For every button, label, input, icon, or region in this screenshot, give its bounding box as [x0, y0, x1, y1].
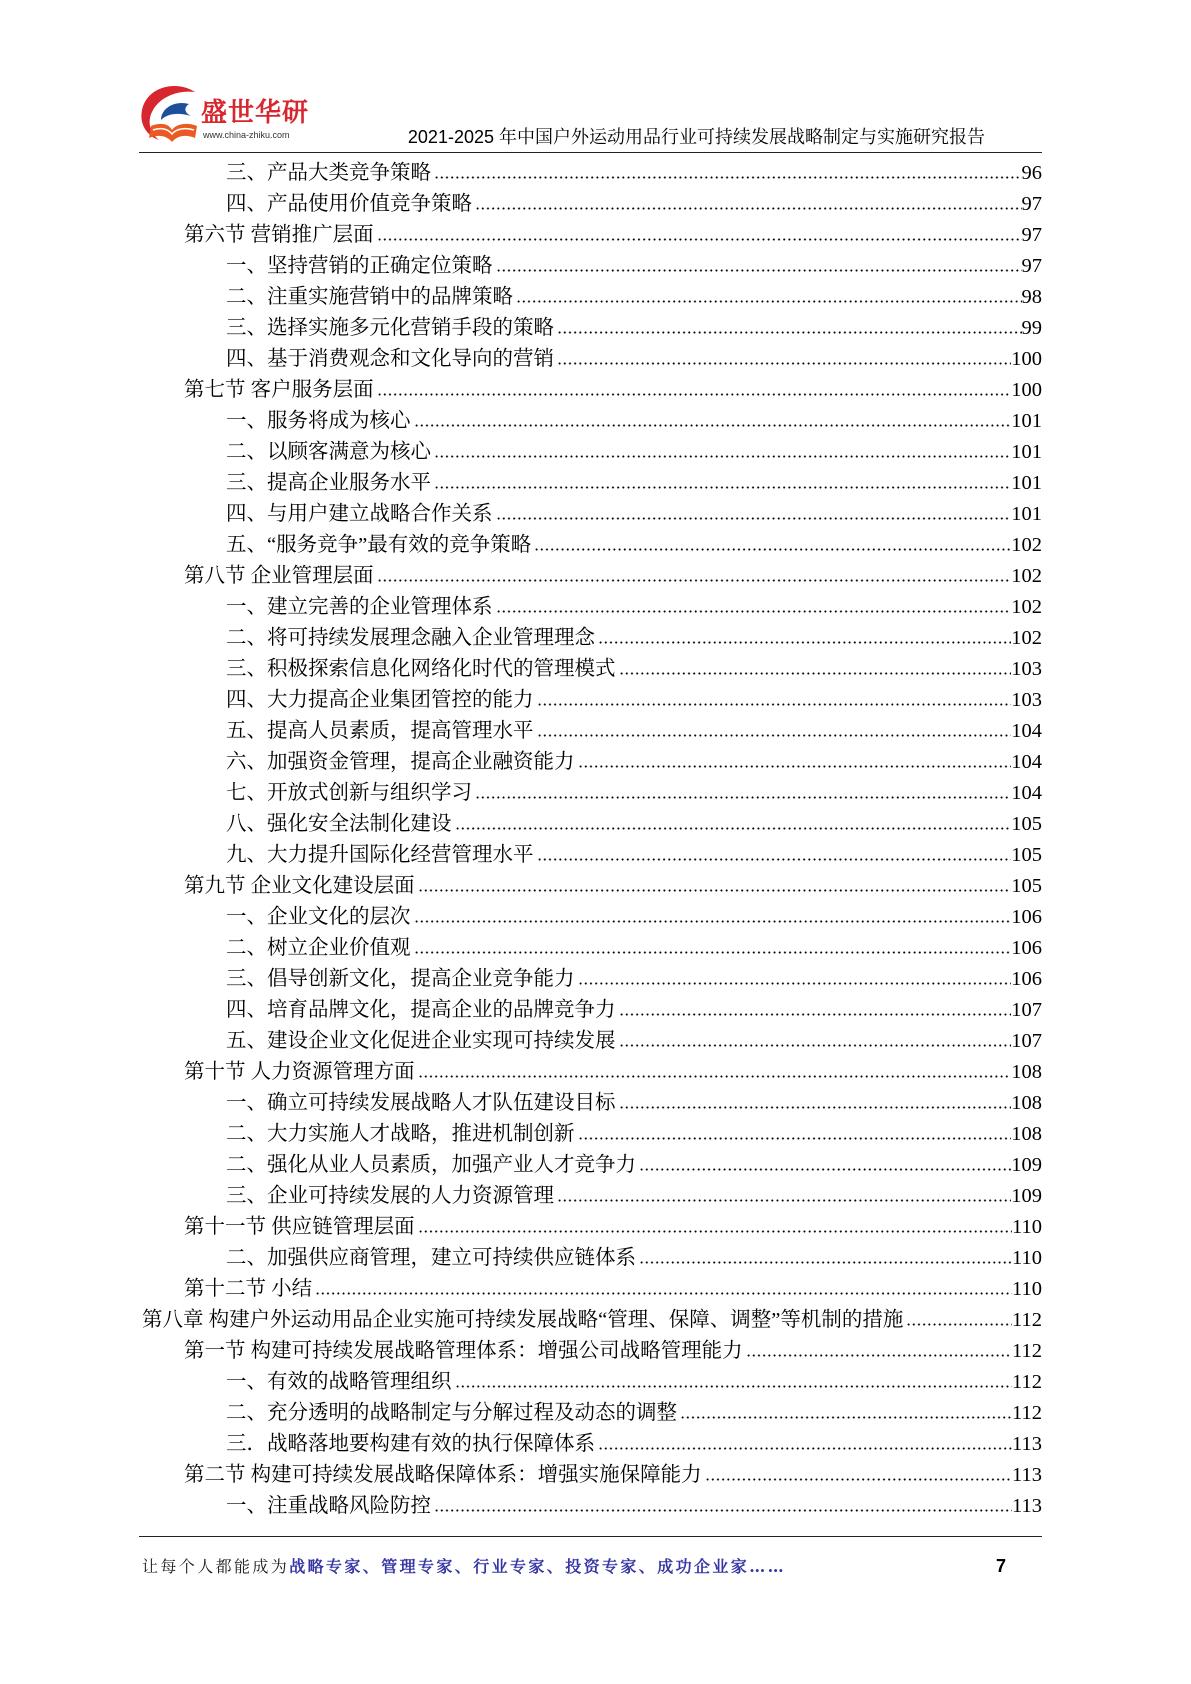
table-of-contents: [142, 158, 1042, 1522]
toc-entry-page: 112: [1012, 1402, 1042, 1424]
toc-entry-title: 一、注重战略风险防控: [226, 1495, 431, 1517]
toc-entry-page: 104: [1011, 782, 1042, 804]
toc-entry-page: 101: [1011, 472, 1042, 494]
toc-entry-title: 三．战略落地要构建有效的执行保障体系: [226, 1433, 595, 1455]
toc-entry-page: 102: [1011, 627, 1042, 649]
dot-leader: [557, 362, 1011, 365]
report-title: 2021-2025 年中国户外运动用品行业可持续发展战略制定与实施研究报告: [407, 127, 985, 147]
toc-entry-page: 103: [1011, 658, 1042, 680]
toc-entry-page: 105: [1011, 813, 1042, 835]
dot-leader: [619, 1013, 1012, 1016]
dot-leader: [377, 393, 1012, 396]
page-number: 7: [996, 1556, 1007, 1576]
toc-subsection-entry[interactable]: [142, 685, 1042, 716]
dot-leader: [496, 517, 1012, 520]
toc-subsection-entry[interactable]: [142, 1367, 1042, 1398]
toc-entry-title: 三、提高企业服务水平: [226, 472, 431, 494]
dot-leader: [537, 703, 1012, 706]
toc-section-entry[interactable]: [142, 375, 1042, 406]
toc-entry-title: 四、产品使用价值竞争策略: [226, 193, 472, 215]
dot-leader: [414, 920, 1012, 923]
dot-leader: [598, 1447, 1012, 1450]
toc-entry-page: 113: [1012, 1433, 1042, 1455]
dot-leader: [475, 796, 1011, 799]
toc-section-entry[interactable]: [142, 1460, 1042, 1491]
toc-subsection-entry[interactable]: [142, 747, 1042, 778]
dot-leader: [455, 1385, 1013, 1388]
dot-leader: [639, 1261, 1012, 1264]
toc-subsection-entry[interactable]: [142, 1243, 1042, 1274]
toc-entry-page: 113: [1012, 1495, 1042, 1517]
toc-subsection-entry[interactable]: [142, 1119, 1042, 1150]
toc-entry-title: 一、建立完善的企业管理体系: [226, 596, 493, 618]
toc-subsection-entry[interactable]: [142, 1491, 1042, 1522]
toc-section-entry[interactable]: [142, 1274, 1042, 1305]
toc-entry-title: 二、树立企业价值观: [226, 937, 411, 959]
dot-leader: [906, 1323, 1012, 1326]
toc-subsection-entry[interactable]: [142, 716, 1042, 747]
toc-section-entry[interactable]: [142, 561, 1042, 592]
dot-leader: [496, 610, 1012, 613]
toc-subsection-entry[interactable]: [142, 158, 1042, 189]
dot-leader: [377, 579, 1012, 582]
toc-entry-title: 六、加强资金管理，提高企业融资能力: [226, 751, 575, 773]
dot-leader: [746, 1354, 1012, 1357]
toc-entry-title: 七、开放式创新与组织学习: [226, 782, 472, 804]
toc-subsection-entry[interactable]: [142, 406, 1042, 437]
dot-leader: [598, 641, 1011, 644]
toc-entry-title: 二、充分透明的战略制定与分解过程及动态的调整: [226, 1402, 677, 1424]
toc-entry-title: 第十节 人力资源管理方面: [184, 1061, 415, 1083]
toc-entry-title: 九、大力提升国际化经营管理水平: [226, 844, 534, 866]
slogan-highlight: 战略专家、管理专家、行业专家、投资专家、成功企业家……: [289, 1557, 787, 1576]
dot-leader: [418, 889, 1012, 892]
toc-entry-title: 八、强化安全法制化建设: [226, 813, 452, 835]
dot-leader: [315, 1292, 1012, 1295]
toc-entry-page: 102: [1011, 534, 1042, 556]
dot-leader: [455, 827, 1012, 830]
toc-entry-page: 109: [1011, 1185, 1042, 1207]
toc-entry-page: 108: [1011, 1061, 1042, 1083]
toc-entry-page: 112: [1012, 1371, 1042, 1393]
toc-entry-page: 104: [1011, 720, 1042, 742]
toc-entry-title: 二、将可持续发展理念融入企业管理理念: [226, 627, 595, 649]
header-divider: [139, 152, 1042, 153]
toc-entry-title: 第八节 企业管理层面: [184, 565, 374, 587]
toc-entry-page: 108: [1011, 1092, 1042, 1114]
toc-entry-title: 一、企业文化的层次: [226, 906, 411, 928]
toc-entry-title: 第七节 客户服务层面: [184, 379, 374, 401]
dot-leader: [418, 1230, 1012, 1233]
toc-entry-page: 101: [1011, 503, 1042, 525]
dot-leader: [414, 424, 1012, 427]
toc-subsection-entry[interactable]: [142, 189, 1042, 220]
toc-entry-title: 三、企业可持续发展的人力资源管理: [226, 1185, 554, 1207]
dot-leader: [557, 1199, 1011, 1202]
toc-section-entry[interactable]: [142, 220, 1042, 251]
toc-entry-title: 第二节 构建可持续发展战略保障体系：增强实施保障能力: [184, 1464, 702, 1486]
dot-leader: [434, 176, 1022, 179]
toc-entry-title: 二、以顾客满意为核心: [226, 441, 431, 463]
toc-entry-page: 103: [1011, 689, 1042, 711]
toc-section-entry[interactable]: [142, 1212, 1042, 1243]
toc-subsection-entry[interactable]: [142, 623, 1042, 654]
toc-subsection-entry[interactable]: [142, 282, 1042, 313]
dot-leader: [578, 1137, 1012, 1140]
dot-leader: [537, 734, 1012, 737]
toc-entry-page: 97: [1021, 193, 1042, 215]
toc-entry-page: 101: [1011, 441, 1042, 463]
footer-slogan: [142, 1556, 786, 1578]
dot-leader: [537, 858, 1012, 861]
dot-leader: [434, 486, 1011, 489]
footer-divider: [139, 1536, 1042, 1537]
toc-entry-page: 100: [1011, 379, 1042, 401]
toc-entry-page: 107: [1011, 1030, 1042, 1052]
toc-entry-title: 一、坚持营销的正确定位策略: [226, 255, 493, 277]
toc-entry-title: 第六节 营销推广层面: [184, 224, 374, 246]
toc-section-entry[interactable]: [142, 1336, 1042, 1367]
slogan-prefix: 让每个人都能成为: [142, 1557, 290, 1576]
toc-entry-page: 109: [1011, 1154, 1042, 1176]
toc-subsection-entry[interactable]: [142, 809, 1042, 840]
toc-subsection-entry[interactable]: [142, 840, 1042, 871]
toc-entry-title: 五、“服务竞争”最有效的竞争策略: [226, 534, 532, 556]
toc-entry-page: 102: [1011, 596, 1042, 618]
toc-entry-page: 106: [1011, 968, 1042, 990]
toc-entry-title: 五、建设企业文化促进企业实现可持续发展: [226, 1030, 616, 1052]
toc-entry-page: 102: [1011, 565, 1042, 587]
toc-subsection-entry[interactable]: [142, 1181, 1042, 1212]
toc-entry-title: 二、强化从业人员素质，加强产业人才竞争力: [226, 1154, 636, 1176]
dot-leader: [619, 1044, 1012, 1047]
dot-leader: [418, 1075, 1012, 1078]
toc-entry-title: 第十一节 供应链管理层面: [184, 1216, 415, 1238]
toc-entry-title: 三、选择实施多元化营销手段的策略: [226, 317, 554, 339]
toc-entry-title: 第一节 构建可持续发展战略管理体系：增强公司战略管理能力: [184, 1340, 743, 1362]
dot-leader: [414, 951, 1012, 954]
toc-entry-title: 二、大力实施人才战略，推进机制创新: [226, 1123, 575, 1145]
toc-subsection-entry[interactable]: [142, 1026, 1042, 1057]
toc-entry-page: 98: [1021, 286, 1042, 308]
brand-logo: [137, 82, 312, 148]
dot-leader: [578, 982, 1012, 985]
dot-leader: [705, 1478, 1012, 1481]
brand-logo-icon: [137, 82, 203, 146]
dot-leader: [534, 548, 1011, 551]
toc-entry-page: 108: [1011, 1123, 1042, 1145]
toc-entry-title: 五、提高人员素质，提高管理水平: [226, 720, 534, 742]
brand-url: www.china-zhiku.com: [203, 130, 290, 140]
toc-entry-title: 四、与用户建立战略合作关系: [226, 503, 493, 525]
toc-entry-page: 105: [1011, 875, 1042, 897]
toc-entry-page: 110: [1012, 1247, 1042, 1269]
toc-entry-title: 三、产品大类竞争策略: [226, 162, 431, 184]
toc-subsection-entry[interactable]: [142, 902, 1042, 933]
toc-subsection-entry[interactable]: [142, 251, 1042, 282]
toc-subsection-entry[interactable]: [142, 468, 1042, 499]
dot-leader: [377, 238, 1022, 241]
toc-entry-title: 二、注重实施营销中的品牌策略: [226, 286, 513, 308]
toc-subsection-entry[interactable]: [142, 1398, 1042, 1429]
toc-entry-title: 第九节 企业文化建设层面: [184, 875, 415, 897]
dot-leader: [475, 207, 1022, 210]
toc-entry-title: 四、大力提高企业集团管控的能力: [226, 689, 534, 711]
toc-section-entry[interactable]: [142, 871, 1042, 902]
toc-entry-page: 99: [1021, 317, 1042, 339]
toc-entry-page: 105: [1011, 844, 1042, 866]
toc-subsection-entry[interactable]: [142, 964, 1042, 995]
dot-leader: [619, 1106, 1012, 1109]
dot-leader: [578, 765, 1012, 768]
toc-entry-title: 第十二节 小结: [184, 1278, 313, 1300]
toc-subsection-entry[interactable]: [142, 344, 1042, 375]
toc-entry-page: 110: [1012, 1278, 1042, 1300]
dot-leader: [434, 455, 1011, 458]
toc-subsection-entry[interactable]: [142, 437, 1042, 468]
toc-subsection-entry[interactable]: [142, 530, 1042, 561]
toc-entry-title: 二、加强供应商管理，建立可持续供应链体系: [226, 1247, 636, 1269]
dot-leader: [496, 269, 1022, 272]
toc-entry-page: 97: [1021, 224, 1042, 246]
brand-name: 盛世华研: [201, 97, 310, 127]
toc-entry-title: 三、倡导创新文化，提高企业竞争能力: [226, 968, 575, 990]
toc-subsection-entry[interactable]: [142, 1150, 1042, 1181]
toc-subsection-entry[interactable]: [142, 1429, 1042, 1460]
toc-entry-page: 97: [1021, 255, 1042, 277]
toc-entry-page: 96: [1021, 162, 1042, 184]
toc-entry-page: 112: [1012, 1309, 1042, 1331]
toc-entry-page: 101: [1011, 410, 1042, 432]
toc-entry-page: 100: [1011, 348, 1042, 370]
dot-leader: [639, 1168, 1011, 1171]
toc-entry-title: 四、培育品牌文化，提高企业的品牌竞争力: [226, 999, 616, 1021]
dot-leader: [619, 672, 1012, 675]
dot-leader: [516, 300, 1022, 303]
toc-subsection-entry[interactable]: [142, 778, 1042, 809]
toc-subsection-entry[interactable]: [142, 654, 1042, 685]
toc-subsection-entry[interactable]: [142, 499, 1042, 530]
dot-leader: [557, 331, 1022, 334]
toc-entry-page: 106: [1011, 937, 1042, 959]
toc-entry-page: 104: [1011, 751, 1042, 773]
toc-subsection-entry[interactable]: [142, 933, 1042, 964]
toc-subsection-entry[interactable]: [142, 313, 1042, 344]
toc-entry-page: 107: [1011, 999, 1042, 1021]
toc-entry-title: 一、有效的战略管理组织: [226, 1371, 452, 1393]
toc-entry-page: 110: [1012, 1216, 1042, 1238]
toc-section-entry[interactable]: [142, 1057, 1042, 1088]
toc-entry-title: 四、基于消费观念和文化导向的营销: [226, 348, 554, 370]
toc-entry-page: 112: [1012, 1340, 1042, 1362]
toc-entry-page: 113: [1012, 1464, 1042, 1486]
toc-entry-title: 三、积极探索信息化网络化时代的管理模式: [226, 658, 616, 680]
toc-entry-title: 一、服务将成为核心: [226, 410, 411, 432]
toc-subsection-entry[interactable]: [142, 995, 1042, 1026]
toc-subsection-entry[interactable]: [142, 592, 1042, 623]
toc-chapter-entry[interactable]: [142, 1305, 1042, 1336]
toc-entry-title: 第八章 构建户外运动用品企业实施可持续发展战略“管理、保障、调整”等机制的措施: [142, 1309, 904, 1331]
dot-leader: [680, 1416, 1012, 1419]
toc-entry-title: 一、确立可持续发展战略人才队伍建设目标: [226, 1092, 616, 1114]
toc-entry-page: 106: [1011, 906, 1042, 928]
toc-subsection-entry[interactable]: [142, 1088, 1042, 1119]
dot-leader: [434, 1509, 1012, 1512]
